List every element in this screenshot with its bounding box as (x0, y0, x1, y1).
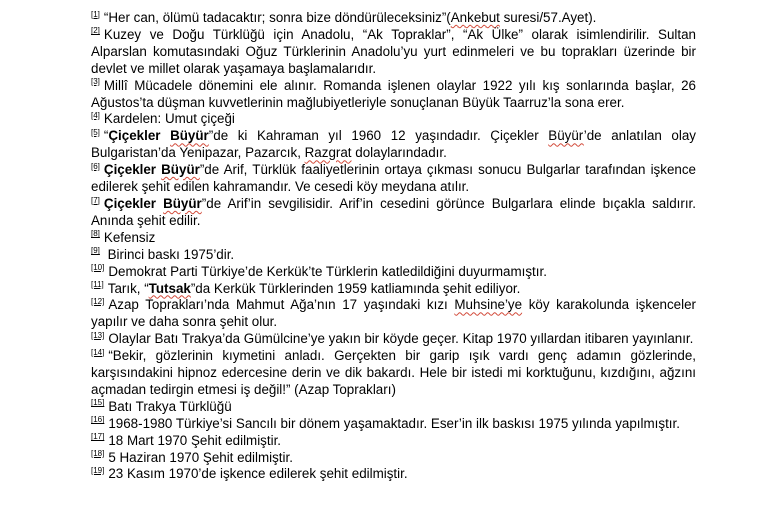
endnote-marker-link[interactable]: [16] (91, 415, 105, 425)
endnote-text: “Bekir, gözlerinin kıymetini anladı. Gerçekten bir garip ışık vardı genç adamın gözlerinde, karşısındakini hipnoz edercesine derin ve dik bakardı. Hele bir istedi mi korktuğunu, kızdığını, ağzını açmadan tedirgin etmesi iş değil!” (Azap Toprakları) (91, 348, 696, 397)
endnote-text: Demokrat Parti Türkiye’de Kerkük’te Türklerin katledildiğini duyurmamıştır. (108, 263, 547, 279)
endnote-item (91, 466, 696, 483)
endnote-marker-link[interactable]: [7] (91, 195, 100, 205)
endnote-text: “ (103, 128, 109, 144)
endnote-marker-link[interactable]: [19] (91, 466, 105, 475)
endnote-text: 18 Mart 1970 Şehit edilmiştir. (108, 432, 282, 448)
endnote-marker-link[interactable]: [8] (91, 229, 100, 239)
endnote-marker-link[interactable]: [18] (91, 449, 105, 459)
endnote-item (91, 433, 696, 450)
endnote-marker-link[interactable]: [15] (91, 398, 105, 408)
endnote-item (91, 27, 696, 78)
endnote-item (91, 128, 696, 162)
endnote-marker-link[interactable]: [6] (91, 161, 100, 171)
endnote-text: Birinci baskı 1975’dir. (103, 246, 235, 262)
spellcheck-flagged-word: Tutsak (148, 280, 191, 296)
endnote-marker-link[interactable]: [1] (91, 9, 100, 19)
endnote-text: Çiçekler (103, 162, 162, 178)
endnote-text: Tarık, “ (107, 280, 149, 296)
endnote-marker-link[interactable]: [5] (91, 127, 100, 137)
endnote-text: suresi/57.Ayet). (499, 10, 597, 25)
endnote-item (91, 10, 696, 27)
endnote-text: 5 Haziran 1970 Şehit edilmiştir. (108, 449, 293, 465)
endnote-text: Azap Toprakları’nda Mahmut Ağa’nın 17 yaşındaki kızı (108, 297, 455, 313)
endnote-item (91, 230, 696, 247)
endnote-marker-link[interactable]: [3] (91, 77, 100, 87)
endnote-item (91, 162, 696, 196)
spellcheck-flagged-word: Büyür (161, 162, 200, 178)
endnote-item (91, 111, 696, 128)
endnote-item (91, 297, 696, 331)
endnote-text: Olaylar Batı Trakya’da Gümülcine’ye yakın bir köyde geçer. Kitap 1970 yıllardan itibaren yayınlanır. (108, 331, 694, 347)
spellcheck-flagged-word: Ankebut (450, 10, 500, 25)
endnote-marker-link[interactable]: [11] (91, 280, 104, 290)
endnote-text: ’de anlatılan olay Bulgaristan’da Yenipazar, Pazarcık, (91, 128, 696, 161)
endnote-text: Çiçekler (108, 128, 171, 144)
endnote-marker-link[interactable]: [9] (91, 246, 100, 256)
endnote-text: Kardelen: Umut çiçeği (103, 111, 235, 127)
endnote-marker-link[interactable]: [17] (91, 432, 105, 442)
endnote-text: ”de Arif’in sevgilisidir. Arif’in cesedini görünce Bulgarlara elinde bıçakla saldırır. Anında şehit edilir. (91, 195, 696, 228)
endnote-marker-link[interactable]: [12] (91, 296, 105, 306)
endnote-text: ”de ki Kahraman yıl 1960 12 yaşındadır. Çiçekler (208, 128, 549, 144)
spellcheck-flagged-word: Büyür (163, 195, 202, 211)
endnote-item (91, 348, 696, 399)
endnote-item (91, 196, 696, 230)
spellcheck-flagged-word: Büyür (170, 128, 209, 144)
spellcheck-flagged-word: Büyür (548, 128, 584, 144)
endnote-item (91, 78, 696, 112)
endnote-text: köy karakolunda işkenceler yapılır ve daha sonra şehit olur. (91, 297, 696, 330)
endnotes-list (91, 10, 696, 483)
endnote-text: Kefensiz (103, 229, 156, 245)
endnote-item (91, 399, 696, 416)
endnote-marker-link[interactable]: [10] (91, 263, 105, 273)
endnote-item (91, 281, 696, 298)
spellcheck-flagged-word: Muhsine’ye (454, 297, 523, 313)
endnote-item (91, 416, 696, 433)
endnote-text: Millî Mücadele dönemini ele alınır. Romanda işlenen olaylar 1922 yılı kış sonlarında başlar, 26 Ağustos’ta düşman kuvvetlerinin mağlubiyetleriyle sonuçlanan Büyük Taarruz’la sona erer. (91, 77, 696, 110)
endnote-text: 23 Kasım 1970’de işkence edilerek şehit edilmiştir. (108, 466, 408, 482)
endnote-text: Kuzey ve Doğu Türklüğü için Anadolu, “Ak Topraklar”, “Ak Ülke” olarak isimlendirilir. Sultan Alparslan komutasındaki Oğuz Türklerinin Anadolu’yu yurt edinmeleri ve bu toprakları üzerinde bir devlet ve millet olarak yaşamaya başlamalarıdır. (91, 26, 696, 76)
endnote-marker-link[interactable]: [13] (91, 330, 105, 340)
spellcheck-flagged-word: Razgrat (304, 145, 352, 161)
endnote-text: Batı Trakya Türklüğü (108, 398, 232, 414)
endnote-item (91, 247, 696, 264)
endnote-marker-link[interactable]: [14] (91, 347, 105, 357)
endnote-text: dolaylarındadır. (351, 145, 447, 161)
endnote-item (91, 331, 696, 348)
endnote-text: “Her can, ölümü tadacaktır; sonra bize döndürüleceksiniz”( (103, 10, 451, 25)
endnote-marker-link[interactable]: [4] (91, 110, 100, 120)
endnote-marker-link[interactable]: [2] (91, 26, 100, 36)
endnote-item (91, 450, 696, 467)
endnote-text: ”da Kerkük Türklerinden 1959 katliamında şehit ediliyor. (190, 280, 521, 296)
endnote-item (91, 264, 696, 281)
endnote-text: 1968-1980 Türkiye’si Sancılı bir dönem yaşamaktadır. Eser’in ilk baskısı 1975 yılında yapılmıştır. (108, 415, 680, 431)
endnote-text: Çiçekler (103, 195, 164, 211)
endnote-text: ”de Arif, Türklük faaliyetlerinin ortaya çıkması sonucu Bulgarlar tarafından işkence edilerek şehit edilen kahramandır. Ve cesedi köy meydana atılır. (91, 162, 696, 195)
